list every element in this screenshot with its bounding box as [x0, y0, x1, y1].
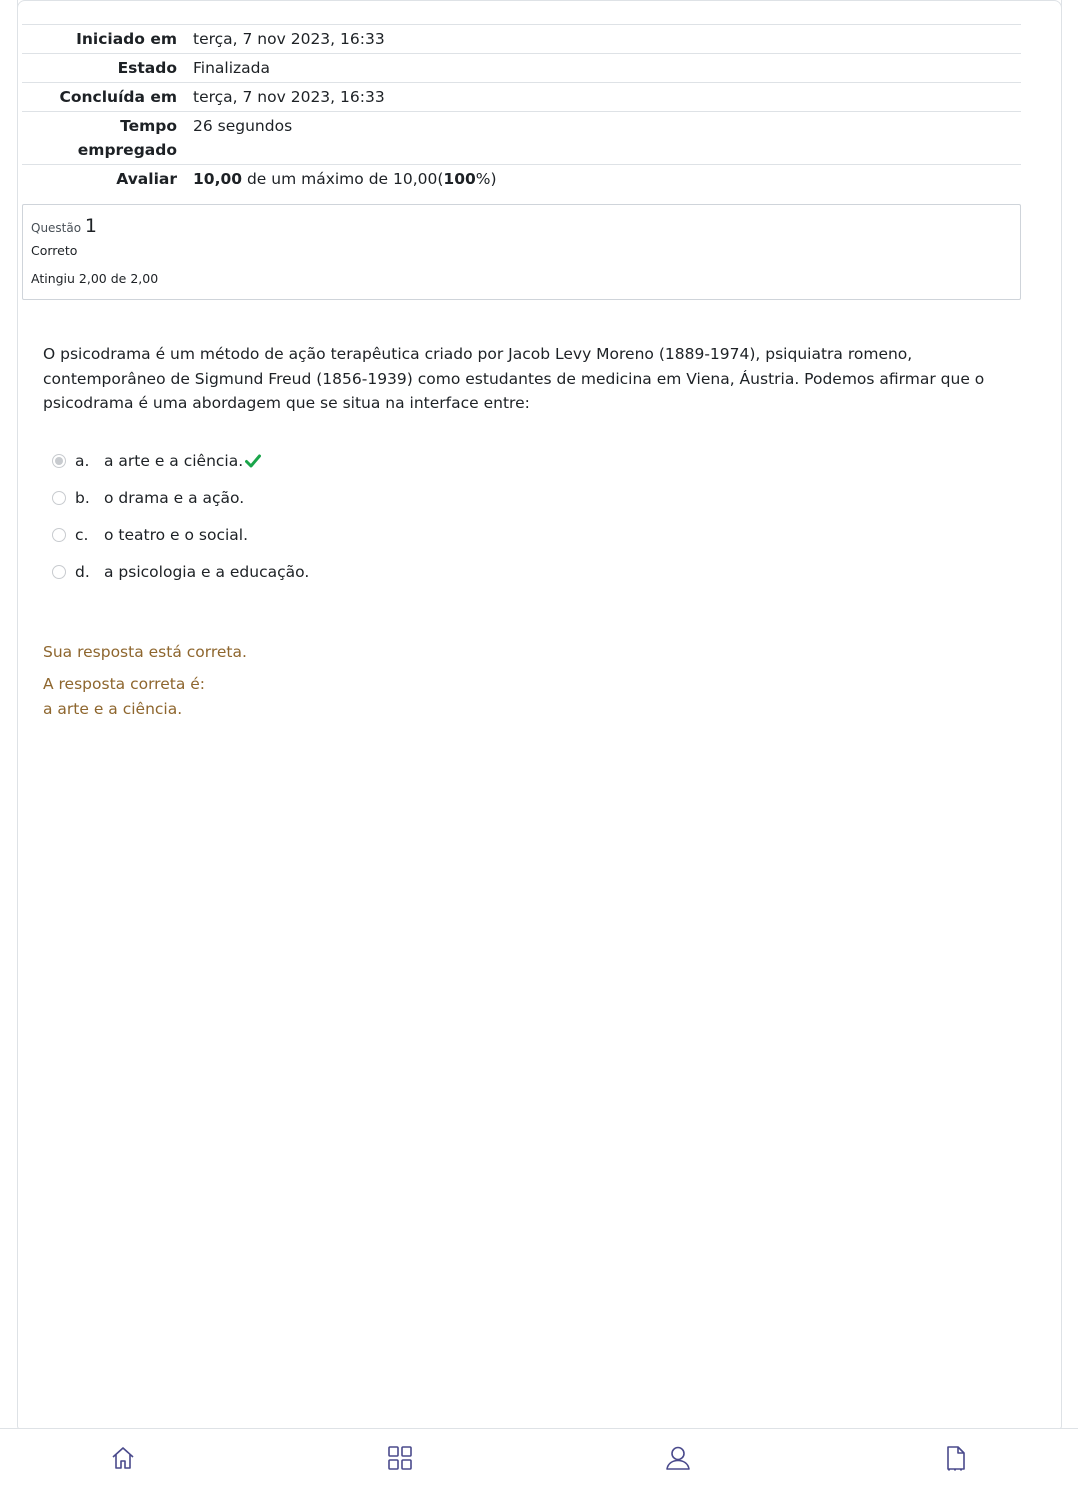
- radio-a[interactable]: [52, 454, 66, 468]
- answer-letter: b.: [75, 488, 90, 507]
- nav-home-button[interactable]: [108, 1443, 138, 1473]
- question-state: Correto: [31, 243, 78, 258]
- document-icon: [943, 1445, 969, 1471]
- summary-row-state: [22, 53, 1021, 82]
- answer-option-c[interactable]: [52, 516, 309, 553]
- summary-label: Concluída em: [59, 88, 177, 106]
- attempt-summary: [22, 24, 1021, 193]
- nav-document-button[interactable]: [941, 1443, 971, 1473]
- summary-row-started: [22, 24, 1021, 53]
- check-icon: [245, 454, 261, 468]
- summary-row-time: [22, 111, 1021, 164]
- summary-label: Avaliar: [116, 170, 177, 188]
- answer-text: o drama e a ação.: [104, 488, 245, 507]
- radio-d[interactable]: [52, 565, 66, 579]
- question-grade: Atingiu 2,00 de 2,00: [31, 271, 159, 286]
- summary-value: terça, 7 nov 2023, 16:33: [193, 88, 385, 106]
- right-answer-text: a arte e a ciência.: [43, 699, 183, 718]
- summary-row-grade: [22, 164, 1021, 193]
- answer-letter: a.: [75, 451, 90, 470]
- summary-value: [177, 167, 497, 191]
- answer-text: o teatro e o social.: [104, 525, 249, 544]
- summary-row-completed: [22, 82, 1021, 111]
- radio-c[interactable]: [52, 528, 66, 542]
- answer-list: [52, 442, 309, 590]
- right-answer-label: A resposta correta é:: [43, 675, 206, 693]
- summary-value: Finalizada: [193, 59, 271, 77]
- grade-value: 10,00: [193, 170, 243, 188]
- summary-value: terça, 7 nov 2023, 16:33: [193, 30, 385, 48]
- grid-icon: [387, 1445, 413, 1471]
- answer-letter: d.: [75, 562, 90, 581]
- feedback: [43, 640, 247, 721]
- summary-label: Iniciado em: [76, 30, 177, 48]
- question-number: [31, 215, 1012, 239]
- question-label: Questão: [31, 221, 82, 235]
- grade-percent: 100: [443, 170, 476, 188]
- answer-text: a psicologia e a educação.: [104, 562, 310, 581]
- bottom-nav: [0, 1428, 1078, 1492]
- nav-grid-button[interactable]: [385, 1443, 415, 1473]
- answer-letter: c.: [75, 525, 89, 544]
- feedback-status: Sua resposta está correta.: [43, 643, 247, 661]
- question-num: 1: [84, 215, 98, 237]
- grade-percent-suffix: %): [475, 170, 497, 188]
- nav-profile-button[interactable]: [663, 1443, 693, 1473]
- grade-max: de um máximo de 10,00(: [242, 170, 444, 188]
- answer-option-b[interactable]: [52, 479, 309, 516]
- answer-option-d[interactable]: [52, 553, 309, 590]
- summary-label: Tempo empregado: [77, 117, 177, 159]
- summary-value: 26 segundos: [193, 117, 293, 135]
- radio-b[interactable]: [52, 491, 66, 505]
- question-text: O psicodrama é um método de ação terapêutica criado por Jacob Levy Moreno (1889-1974), psiquiatra romeno, contemporâneo de Sigmund Freud (1856-1939) como estudantes de medicina em Viena, Áustria. Podemos afirmar que o psicodrama é uma abordagem que se situa na interface entre:: [43, 345, 985, 412]
- home-icon: [110, 1445, 136, 1471]
- answer-text: a arte e a ciência.: [104, 451, 244, 470]
- right-answer: [43, 672, 247, 721]
- user-icon: [665, 1445, 691, 1471]
- answer-option-a[interactable]: [52, 442, 309, 479]
- question-info: [22, 204, 1021, 300]
- summary-label: Estado: [117, 59, 177, 77]
